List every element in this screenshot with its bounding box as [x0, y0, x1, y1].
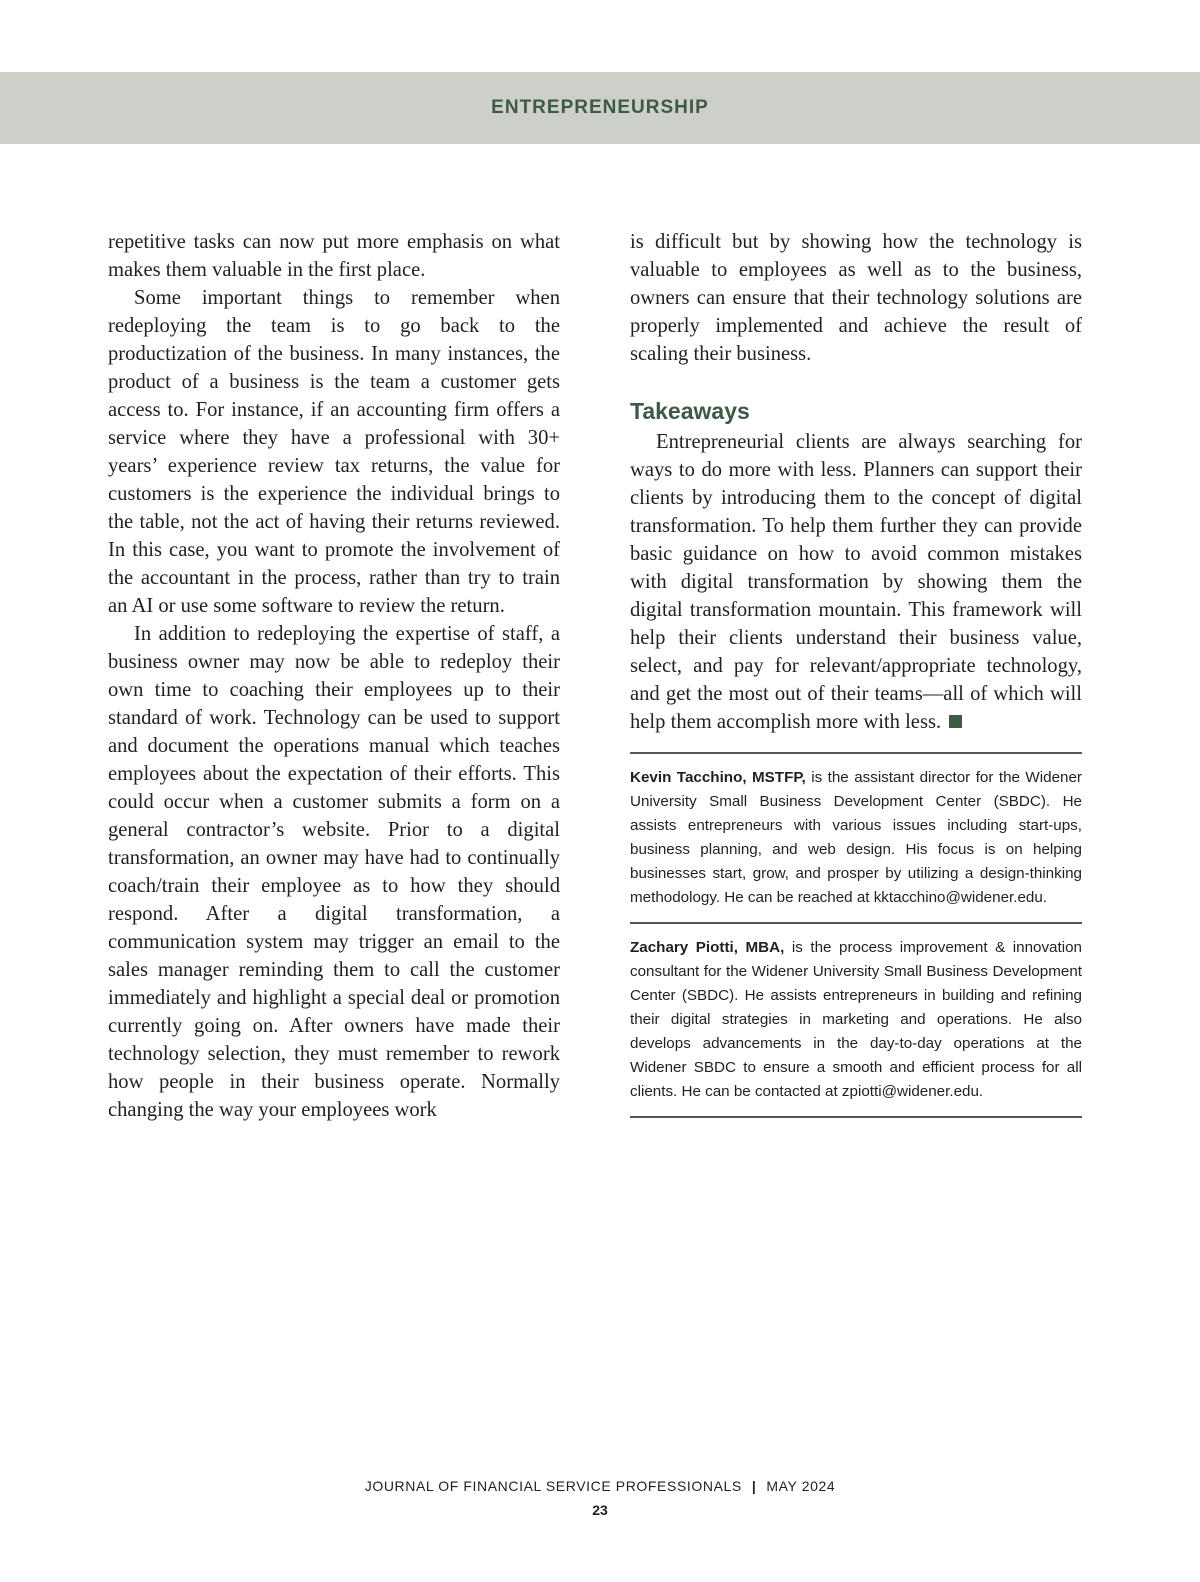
- journal-name: JOURNAL OF FINANCIAL SERVICE PROFESSIONALS: [364, 1478, 742, 1494]
- issue-date: MAY 2024: [766, 1478, 836, 1494]
- body-paragraph: In addition to redeploying the expertise of staff, a business owner may now be able to redeploy their own time to coaching their employees up to their standard of work. Technology can be used to support and document the operations manual which teaches employees about the expectation of their efforts. This could occur when a customer submits a form on a general contractor’s website. Prior to a digital transformation, an owner may have had to continually coach/train their employee as to how they should respond. After a digital transformation, a communication system may trigger an email to the sales manager reminding them to call the customer immediately and highlight a special deal or promotion currently going on. After owners have made their technology selection, they must remember to rework how people in their business operate. Normally changing the way your employees work: [108, 623, 560, 1121]
- takeaways-heading: Takeaways: [630, 398, 750, 424]
- bio-divider: [630, 922, 1082, 924]
- section-label: ENTREPRENEURSHIP: [491, 97, 709, 118]
- section-header-band: [0, 72, 1200, 144]
- body-paragraph: repetitive tasks can now put more emphasis on what makes them valuable in the first place.: [108, 231, 560, 281]
- author-name: Zachary Piotti, MBA,: [630, 939, 785, 956]
- takeaways-paragraph: [630, 428, 1082, 736]
- takeaways-text: Entrepreneurial clients are always searching for ways to do more with less. Planners can support their clients by introducing them to the concept of digital transformation. To help them further they can provide basic guidance on how to avoid common mistakes with digital transformation by showing them the digital transformation mountain. This framework will help their clients understand their business value, select, and pay for relevant/appropriate technology, and get the most out of their teams—all of which will help them accomplish more with less.: [630, 431, 1082, 733]
- end-of-article-square-icon: [949, 715, 962, 728]
- bio-divider: [630, 752, 1082, 754]
- author-bio: [630, 936, 1082, 1104]
- page-number: 23: [592, 1502, 608, 1518]
- author-bio-text: is the assistant director for the Widener University Small Business Development Center (SBDC). He assists entrepreneurs with various issues including start-ups, business planning, and web design. His focus is on helping businesses start, grow, and prosper by utilizing a design-thinking methodology. He can be reached at kktacchino@widener.edu.: [630, 769, 1082, 906]
- bio-divider: [630, 1116, 1082, 1118]
- author-bio-text: is the process improvement & innovation consultant for the Widener University Small Business Development Center (SBDC). He assists entrepreneurs in building and refining their digital strategies in marketing and operations. He also develops advancements in the day-to-day operations at the Widener SBDC to ensure a smooth and efficient process for all clients. He can be contacted at zpiotti@widener.edu.: [630, 939, 1082, 1100]
- footer-journal-line: [0, 1478, 1200, 1494]
- body-paragraph: Some important things to remember when redeploying the team is to go back to the productization of the business. In many instances, the product of a business is the team a customer gets access to. For instance, if an accounting firm offers a service where they have a professional with 30+ years’ experience review tax returns, the value for customers is the experience the individual brings to the table, not the act of having their returns reviewed. In this case, you want to promote the involvement of the accountant in the process, rather than try to train an AI or use some software to review the return.: [108, 287, 560, 617]
- right-column: [630, 228, 1082, 1118]
- continuation-paragraph: is difficult but by showing how the technology is valuable to employees as well as to the business, owners can ensure that their technology solutions are properly implemented and achieve the result of scaling their business.: [630, 231, 1082, 365]
- author-name: Kevin Tacchino, MSTFP,: [630, 769, 806, 786]
- author-bio: [630, 766, 1082, 910]
- footer-separator: |: [751, 1478, 757, 1494]
- left-column: [108, 228, 560, 1124]
